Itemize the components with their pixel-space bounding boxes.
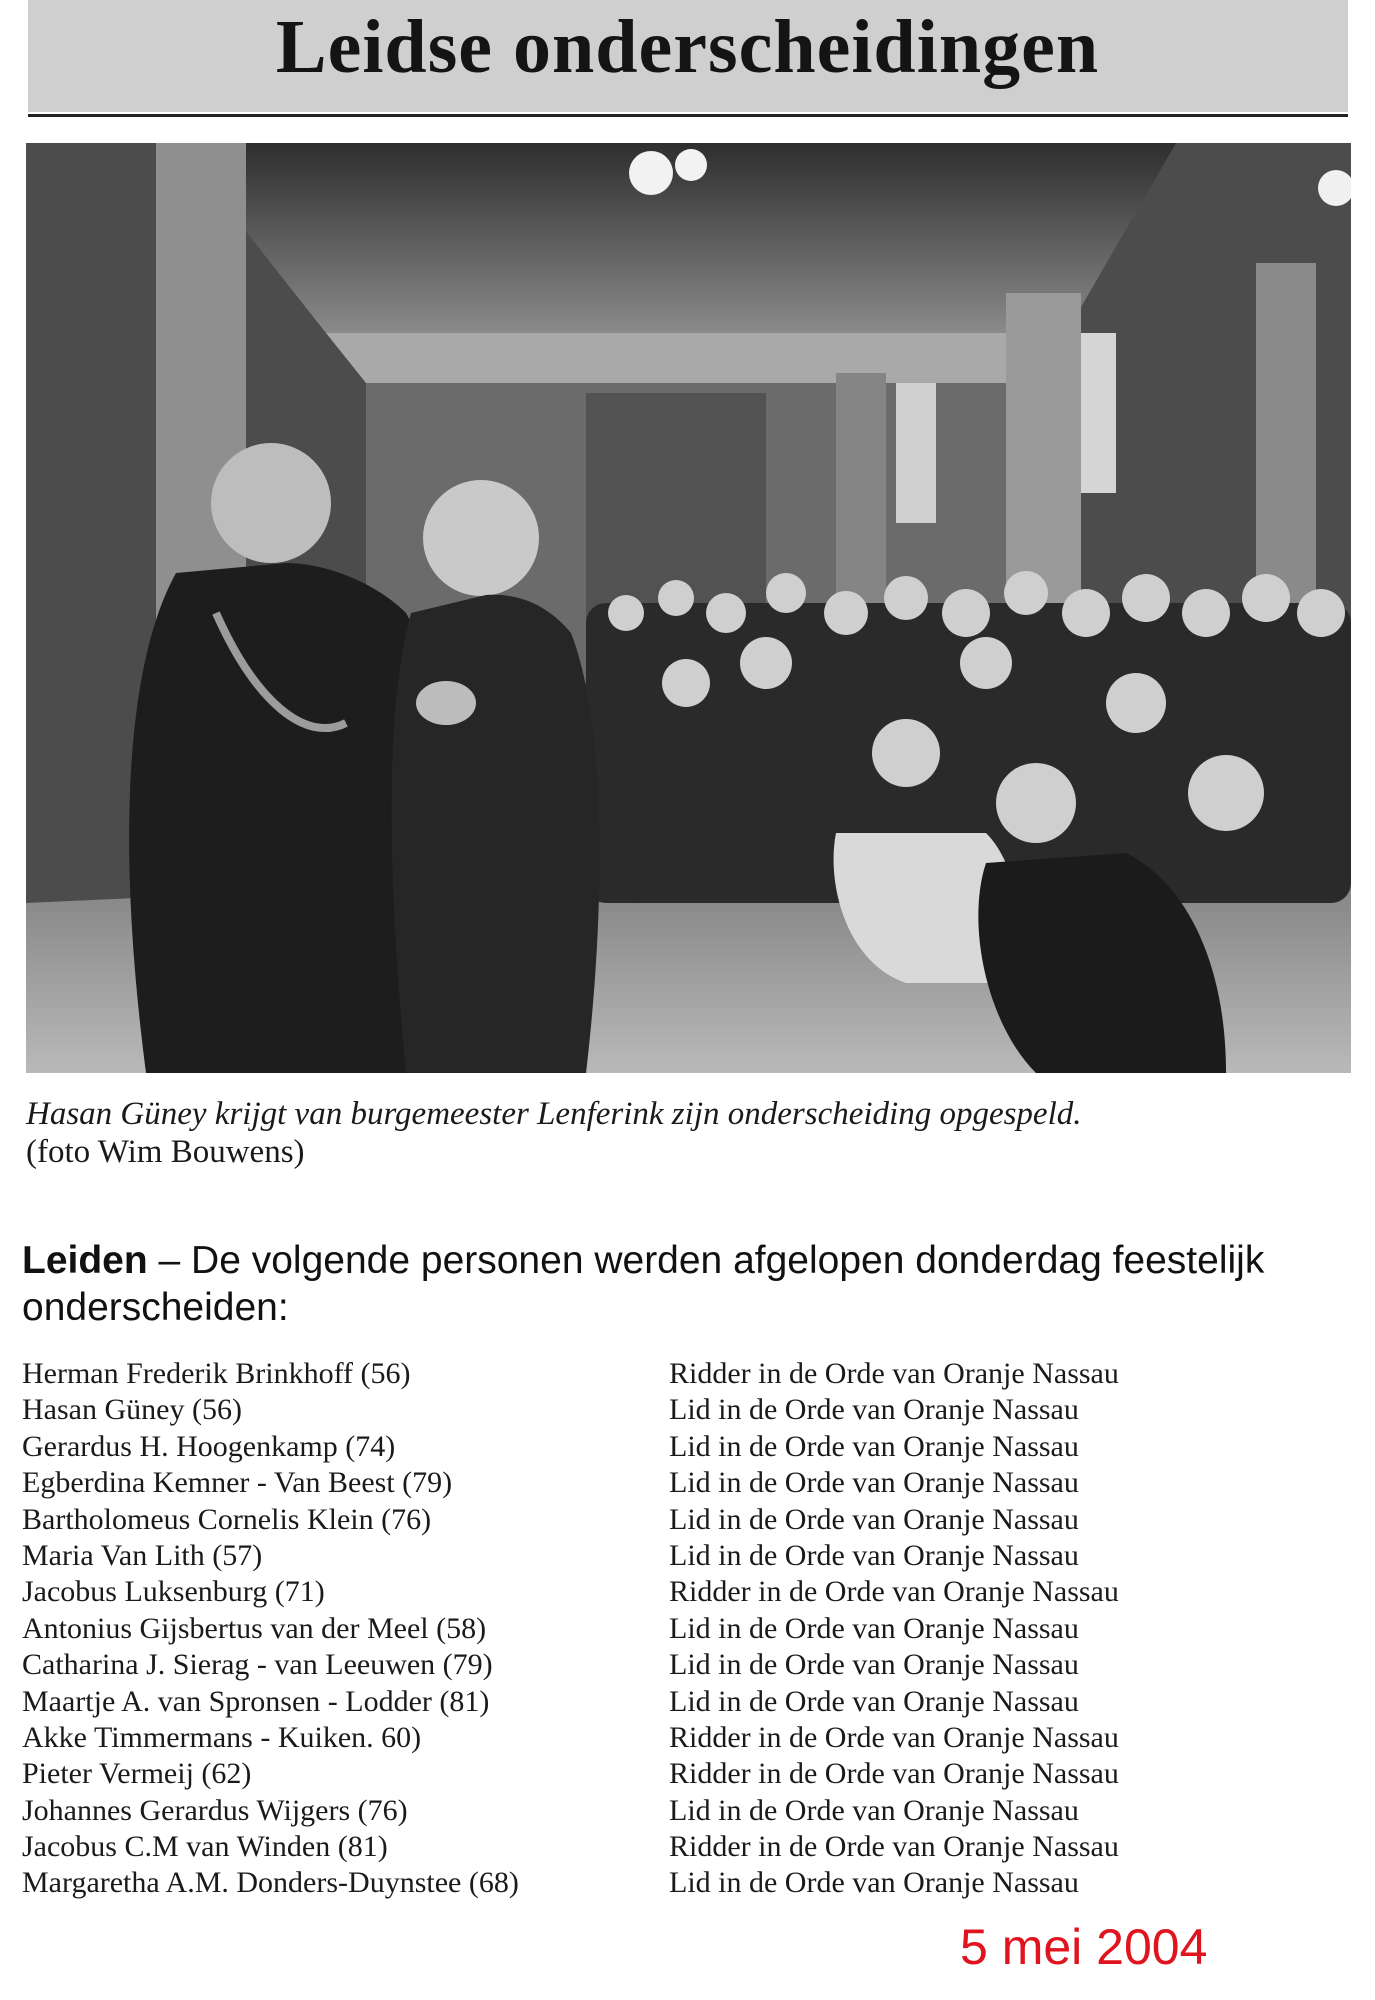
honoree-name: Catharina J. Sierag - van Leeuwen (79) bbox=[22, 1648, 493, 1682]
list-item bbox=[22, 1502, 1342, 1538]
caption-text: Hasan Güney krijgt van burgemeester Lenferink zijn onderscheiding opgespeld. bbox=[26, 1096, 1082, 1132]
honoree-award: Lid in de Orde van Oranje Nassau bbox=[669, 1466, 1079, 1500]
photo-caption bbox=[26, 1095, 1351, 1171]
honoree-name: Bartholomeus Cornelis Klein (76) bbox=[22, 1502, 432, 1536]
list-item bbox=[22, 1793, 1342, 1829]
honoree-award: Lid in de Orde van Oranje Nassau bbox=[669, 1684, 1079, 1718]
date-stamp: 5 mei 2004 bbox=[960, 1919, 1208, 1975]
list-item bbox=[22, 1865, 1342, 1901]
list-item bbox=[22, 1611, 1342, 1647]
honoree-list bbox=[22, 1356, 1342, 1902]
honoree-name: Hasan Güney (56) bbox=[22, 1393, 242, 1427]
list-item bbox=[22, 1465, 1342, 1501]
list-item bbox=[22, 1356, 1342, 1392]
list-item bbox=[22, 1392, 1342, 1428]
honoree-award: Lid in de Orde van Oranje Nassau bbox=[669, 1648, 1079, 1682]
honoree-name: Pieter Vermeij (62) bbox=[22, 1757, 252, 1791]
list-item bbox=[22, 1647, 1342, 1683]
honoree-award: Ridder in de Orde van Oranje Nassau bbox=[669, 1830, 1119, 1864]
honoree-award: Ridder in de Orde van Oranje Nassau bbox=[669, 1575, 1119, 1609]
honoree-name: Maria Van Lith (57) bbox=[22, 1538, 263, 1572]
photo-ceremony-icon bbox=[26, 143, 1351, 1073]
ceremony-photo bbox=[26, 143, 1351, 1073]
list-item bbox=[22, 1720, 1342, 1756]
list-item bbox=[22, 1429, 1342, 1465]
header-rule bbox=[28, 114, 1348, 117]
list-item bbox=[22, 1829, 1342, 1865]
honoree-award: Ridder in de Orde van Oranje Nassau bbox=[669, 1357, 1119, 1390]
list-item bbox=[22, 1574, 1342, 1610]
honoree-award: Lid in de Orde van Oranje Nassau bbox=[669, 1793, 1079, 1827]
honoree-name: Margaretha A.M. Donders-Duynstee (68) bbox=[22, 1866, 519, 1900]
list-item bbox=[22, 1756, 1342, 1792]
article-title: Leidse onderscheidingen bbox=[275, 5, 1100, 89]
intro-text: – De volgende personen werden afgelopen donderdag feestelijk onderscheiden: bbox=[22, 1239, 1265, 1329]
honoree-name: Egberdina Kemner - Van Beest (79) bbox=[22, 1466, 453, 1500]
honoree-award: Lid in de Orde van Oranje Nassau bbox=[669, 1502, 1079, 1536]
honoree-award: Lid in de Orde van Oranje Nassau bbox=[669, 1538, 1079, 1572]
honoree-award: Ridder in de Orde van Oranje Nassau bbox=[669, 1720, 1119, 1754]
dateline: Leiden bbox=[22, 1239, 148, 1282]
list-item bbox=[22, 1684, 1342, 1720]
honoree-name: Herman Frederik Brinkhoff (56) bbox=[22, 1357, 411, 1390]
honoree-name: Akke Timmermans - Kuiken. 60) bbox=[22, 1720, 422, 1754]
honoree-name: Jacobus C.M van Winden (81) bbox=[22, 1830, 388, 1864]
intro-paragraph bbox=[22, 1237, 1352, 1331]
honoree-name: Maartje A. van Spronsen - Lodder (81) bbox=[22, 1684, 490, 1718]
photo-credit: (foto Wim Bouwens) bbox=[26, 1134, 305, 1170]
honoree-award: Lid in de Orde van Oranje Nassau bbox=[669, 1866, 1079, 1900]
honoree-name: Jacobus Luksenburg (71) bbox=[22, 1575, 325, 1609]
honoree-award: Lid in de Orde van Oranje Nassau bbox=[669, 1611, 1079, 1645]
honoree-name: Gerardus H. Hoogenkamp (74) bbox=[22, 1429, 396, 1463]
honoree-award: Lid in de Orde van Oranje Nassau bbox=[669, 1393, 1079, 1427]
list-item bbox=[22, 1538, 1342, 1574]
honoree-name: Johannes Gerardus Wijgers (76) bbox=[22, 1793, 408, 1827]
honoree-name: Antonius Gijsbertus van der Meel (58) bbox=[22, 1611, 487, 1645]
honoree-award: Lid in de Orde van Oranje Nassau bbox=[669, 1429, 1079, 1463]
honoree-award: Ridder in de Orde van Oranje Nassau bbox=[669, 1757, 1119, 1791]
